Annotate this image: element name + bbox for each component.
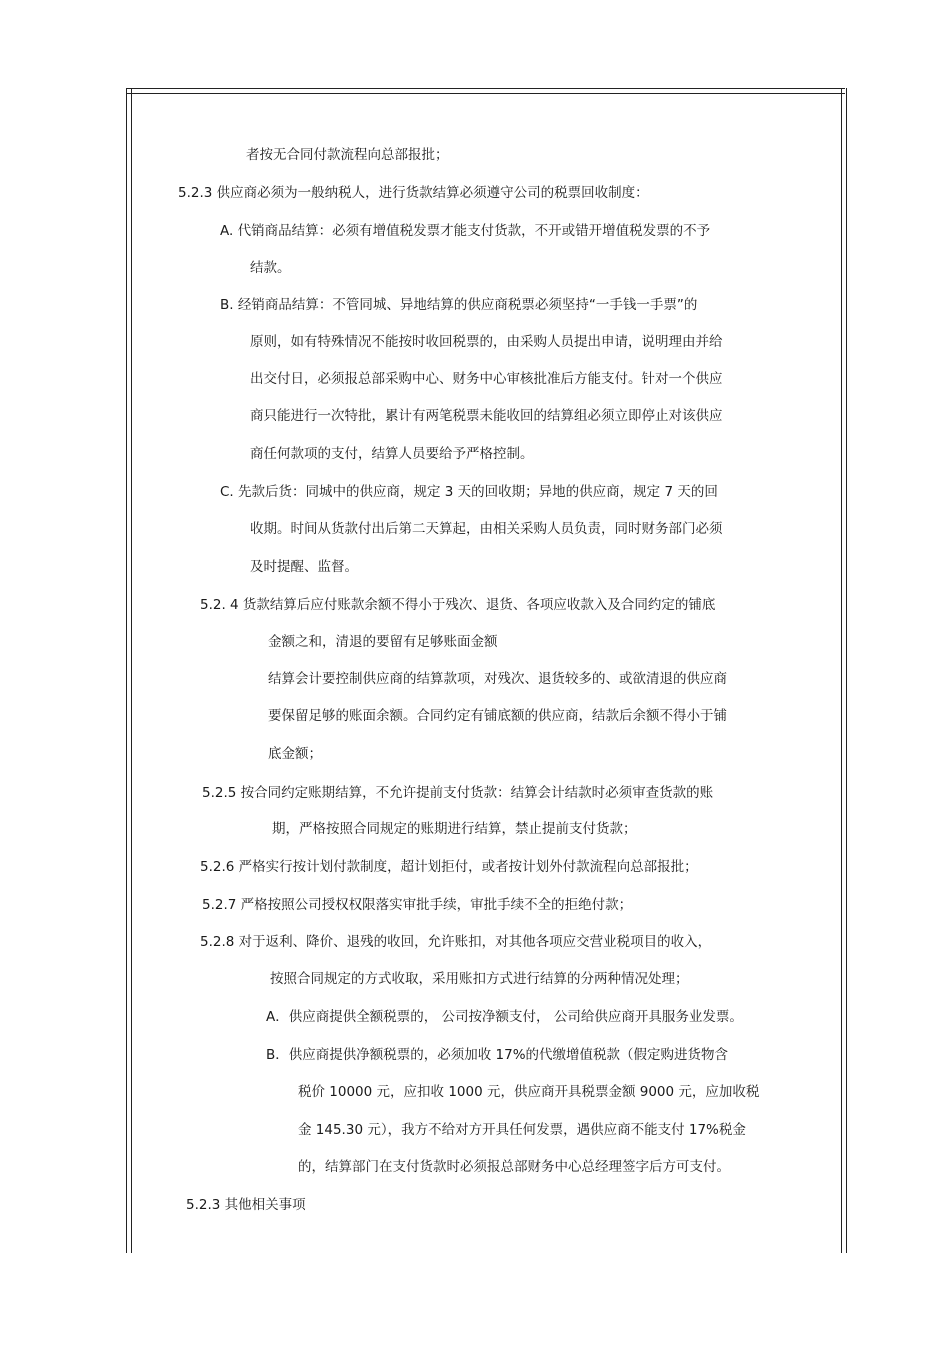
text-line: 结款。	[250, 260, 291, 276]
text-line: 按照合同规定的方式收取，采用账扣方式进行结算的分两种情况处理；	[270, 971, 689, 987]
table-frame-right-border	[841, 88, 847, 1253]
text-line: 结算会计要控制供应商的结算款项，对残次、退货较多的、或欲清退的供应商	[268, 671, 727, 687]
table-frame-left-border	[126, 88, 132, 1253]
section-heading-other: 5.2.3 其他相关事项	[186, 1197, 306, 1213]
text-line: 及时提醒、监督。	[250, 559, 358, 575]
section-heading-5-2-5: 5.2.5 按合同约定账期结算，不允许提前支付货款：结算会计结款时必须审查货款的账	[202, 785, 714, 801]
text-line: 底金额；	[268, 746, 322, 762]
section-heading-5-2-4: 5.2. 4 货款结算后应付账款余额不得小于残次、退货、各项应收款入及合同约定的铺底	[200, 597, 716, 613]
section-heading-5-2-3: 5.2.3 供应商必须为一般纳税人，进行货款结算必须遵守公司的税票回收制度：	[178, 185, 649, 201]
text-line: 原则，如有特殊情况不能按时收回税票的，由采购人员提出申请，说明理由并给	[250, 334, 723, 350]
section-heading-5-2-8: 5.2.8 对于返利、降价、退残的收回，允许账扣，对其他各项应交营业税项目的收入，	[200, 934, 712, 950]
text-line: 出交付日，必须报总部采购中心、财务中心审核批准后方能支付。针对一个供应	[250, 371, 723, 387]
text-line: 期，严格按照合同规定的账期进行结算，禁止提前支付货款；	[272, 821, 637, 837]
section-heading-5-2-6: 5.2.6 严格实行按计划付款制度，超计划拒付，或者按计划外付款流程向总部报批；	[200, 859, 698, 875]
text-line: 税价 10000 元，应扣收 1000 元，供应商开具税票金额 9000 元，应加收税	[298, 1084, 760, 1100]
text-line: 的，结算部门在支付货款时必须报总部财务中心总经理签字后方可支付。	[298, 1159, 730, 1175]
list-item-b: B. 经销商品结算：不管同城、异地结算的供应商税票必须坚持“一手钱一手票”的	[220, 297, 698, 313]
text-line: 商任何款项的支付，结算人员要给予严格控制。	[250, 446, 534, 462]
text-line: 收期。时间从货款付出后第二天算起，由相关采购人员负责，同时财务部门必须	[250, 521, 723, 537]
table-frame-top-border	[126, 88, 845, 94]
sub-item-b: B．供应商提供净额税票的，必须加收 17%的代缴增值税款（假定购进货物含	[266, 1047, 729, 1063]
text-line: 者按无合同付款流程向总部报批；	[246, 147, 449, 163]
text-line: 要保留足够的账面余额。合同约定有铺底额的供应商，结款后余额不得小于铺	[268, 708, 727, 724]
list-item-a: A. 代销商品结算：必须有增值税发票才能支付货款，不开或错开增值税发票的不予	[220, 223, 711, 239]
text-line: 商只能进行一次特批，累计有两笔税票未能收回的结算组必须立即停止对该供应	[250, 408, 723, 424]
section-heading-5-2-7: 5.2.7 严格按照公司授权权限落实审批手续，审批手续不全的拒绝付款；	[202, 897, 633, 913]
sub-item-a: A．供应商提供全额税票的， 公司按净额支付， 公司给供应商开具服务业发票。	[266, 1009, 743, 1025]
list-item-c: C. 先款后货：同城中的供应商，规定 3 天的回收期；异地的供应商，规定 7 天的回	[220, 484, 718, 500]
text-line: 金额之和，清退的要留有足够账面金额	[268, 634, 498, 650]
text-line: 金 145.30 元），我方不给对方开具任何发票，遇供应商不能支付 17%税金	[298, 1122, 746, 1138]
